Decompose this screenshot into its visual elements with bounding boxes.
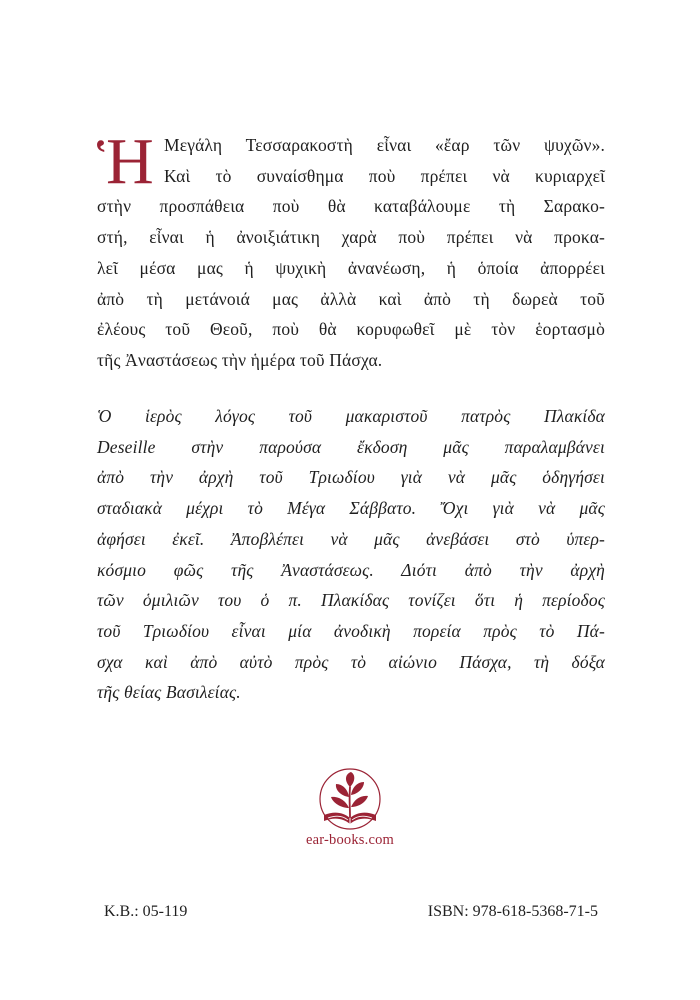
paragraph-1-line: Μεγάλη Τεσσαρακοστὴ εἶναι «ἔαρ τῶν ψυχῶν». <box>164 135 605 155</box>
paragraph-2-line: σταδιακὰ μέχρι τὸ Μέγα Σάββατο. Ὄχι γιὰ νὰ μᾶς <box>97 498 605 519</box>
paragraph-2-line: Ὁ ἱερὸς λόγος τοῦ μακαριστοῦ πατρὸς Πλακίδα <box>97 406 605 426</box>
publisher-website: ear-books.com <box>305 832 395 848</box>
paragraph-2-line: τῶν ὁμιλιῶν του ὁ π. Πλακίδας τονίζει ὅτι ἡ περίοδος <box>97 590 605 611</box>
paragraph-1-line: στὴν προσπάθεια ποὺ θὰ καταβάλουμε τὴ Σαρακο- <box>97 196 605 217</box>
paragraph-2-line: ἀπὸ τὴν ἀρχὴ τοῦ Τριωδίου γιὰ νὰ μᾶς ὁδηγήσει <box>97 467 605 488</box>
paragraph-2-line: κόσμιο φῶς τῆς Ἀναστάσεως. Διότι ἀπὸ τὴν ἀρχὴ <box>97 559 605 580</box>
paragraph-1-line: λεῖ μέσα μας ἡ ψυχικὴ ἀνανέωση, ἡ ὁποία ἀπορρέει <box>97 257 605 278</box>
paragraph-1-line: ἀπὸ τὴ μετάνοιά μας ἀλλὰ καὶ ἀπὸ τὴ δωρεὰ τοῦ <box>97 288 605 309</box>
paragraph-2 <box>97 401 605 708</box>
open-book-sprout-icon <box>310 765 390 837</box>
paragraph-1-line: Καὶ τὸ συναίσθημα ποὺ πρέπει νὰ κυριαρχεῖ <box>164 165 605 186</box>
kb-code: Κ.Β.: 05-119 <box>104 903 188 920</box>
drop-cap: Ἡ <box>97 125 154 198</box>
paragraph-1-line: ἐλέους τοῦ Θεοῦ, ποὺ θὰ κορυφωθεῖ μὲ τὸν ἑορτασμὸ <box>97 319 605 340</box>
paragraph-2-line: τῆς θείας Βασιλείας. <box>97 682 241 703</box>
paragraph-1-line: τῆς Ἀναστάσεως τὴν ἡμέρα τοῦ Πάσχα. <box>97 349 383 370</box>
paragraph-2-line: Deseille στὴν παρούσα ἔκδοση μᾶς παραλαμβάνει <box>97 436 605 457</box>
paragraph-2-line: σχα καὶ ἀπὸ αὐτὸ πρὸς τὸ αἰώνιο Πάσχα, τὴ δόξα <box>97 651 605 672</box>
isbn: ISBN: 978-618-5368-71-5 <box>427 903 598 920</box>
paragraph-2-line: τοῦ Τριωδίου εἶναι μία ἀνοδικὴ πορεία πρὸς τὸ Πά- <box>97 620 605 641</box>
paragraph-2-line: ἀφήσει ἐκεῖ. Ἀποβλέπει νὰ μᾶς ἀνεβάσει στὸ ὑπερ- <box>97 528 605 549</box>
paragraph-1 <box>97 125 605 376</box>
paragraph-1-line: στή, εἶναι ἡ ἀνοιξιάτικη χαρὰ ποὺ πρέπει νὰ προκα- <box>97 227 605 248</box>
